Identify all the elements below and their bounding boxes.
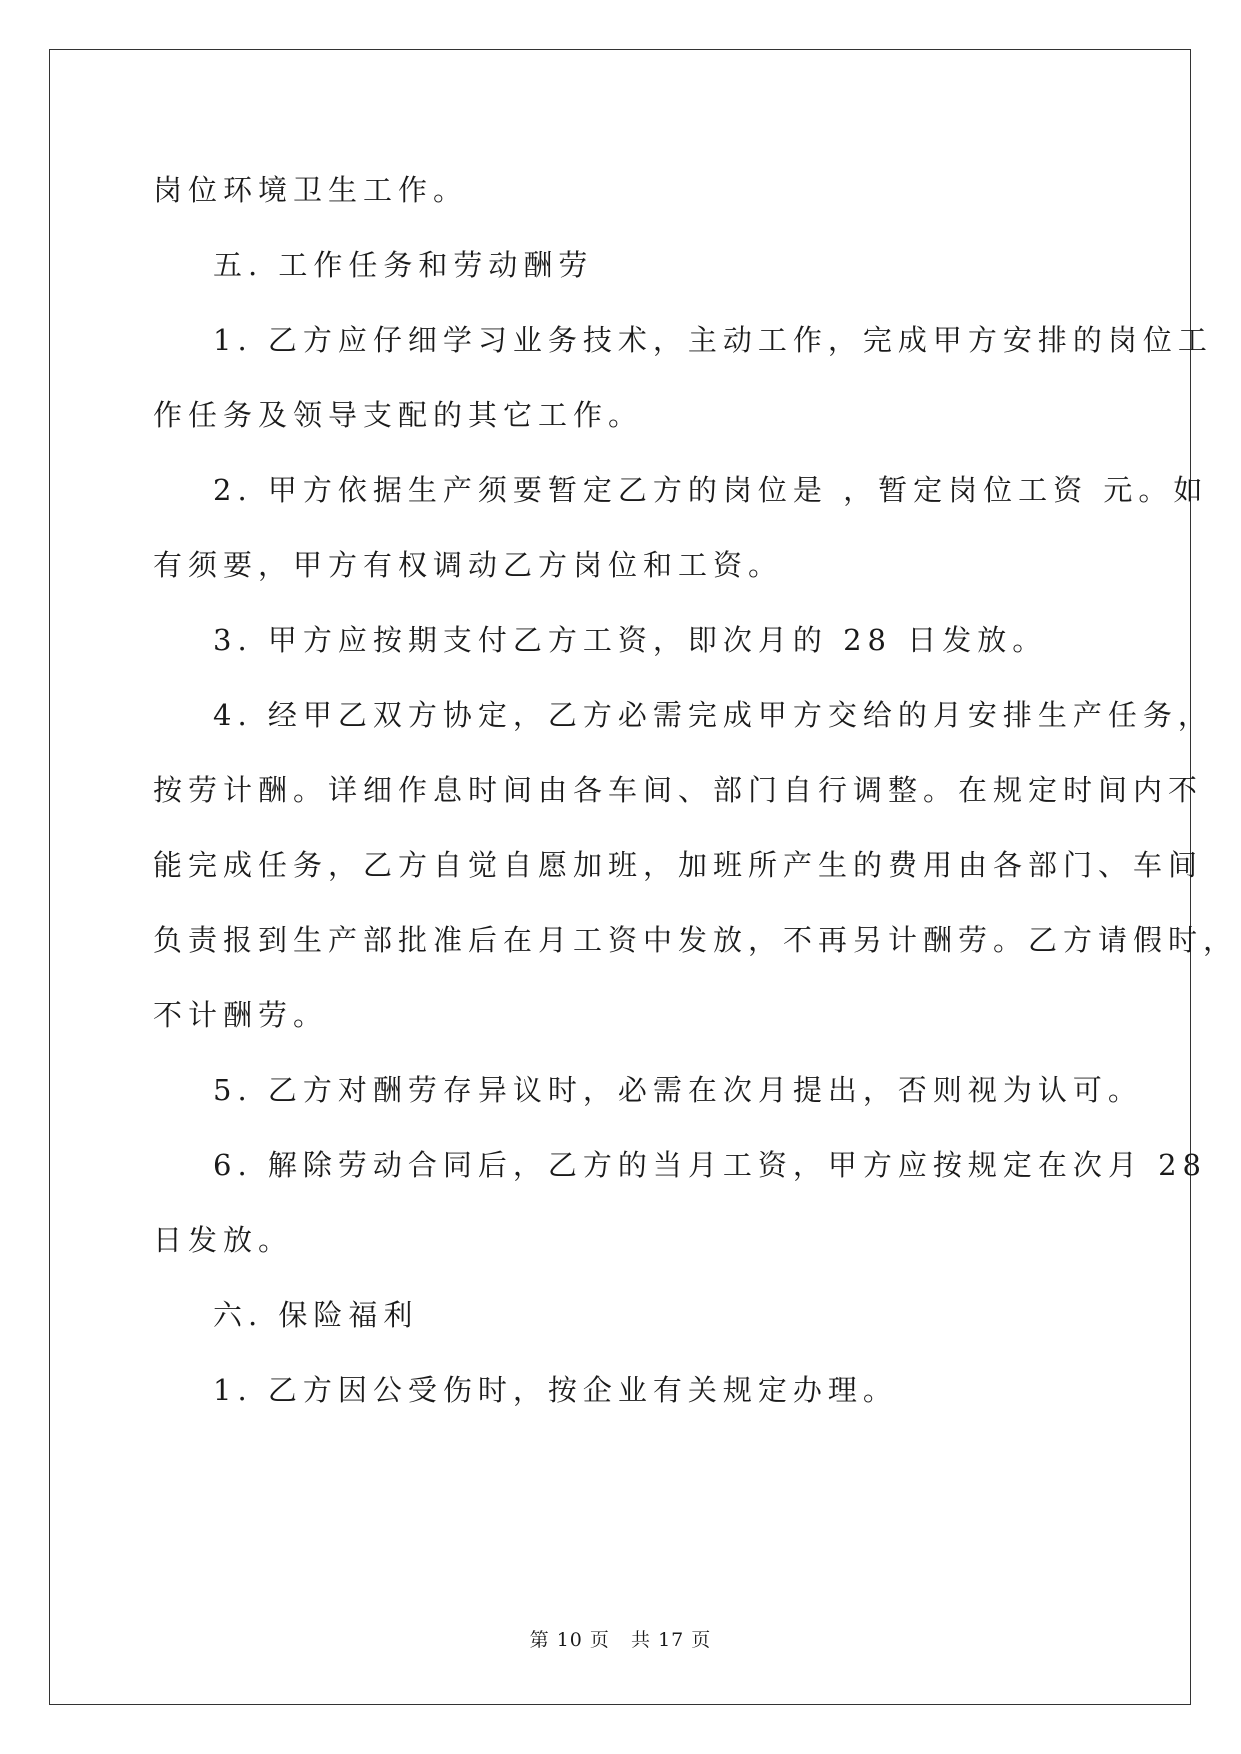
text-line: 作任务及领导支配的其它工作。 [153, 398, 644, 432]
text-line: 4. 经甲乙双方协定，乙方必需完成甲方交给的月安排生产任务， [213, 698, 1213, 732]
page-number-footer: 第 10 页 共 17 页 [529, 1629, 712, 1651]
text-line: 5. 乙方对酬劳存异议时，必需在次月提出，否则视为认可。 [213, 1073, 1143, 1107]
text-line: 能完成任务，乙方自觉自愿加班，加班所产生的费用由各部门、车间 [153, 848, 1204, 882]
text-line: 1. 乙方应仔细学习业务技术，主动工作，完成甲方安排的岗位工 [213, 323, 1213, 357]
text-line: 3. 甲方应按期支付乙方工资，即次月的 28 日发放。 [213, 623, 1048, 657]
text-line: 按劳计酬。详细作息时间由各车间、部门自行调整。在规定时间内不 [153, 773, 1204, 807]
section-heading: 五. 工作任务和劳动酬劳 [213, 248, 594, 282]
text-line: 6. 解除劳动合同后，乙方的当月工资，甲方应按规定在次月 28 [213, 1148, 1208, 1182]
text-line: 有须要，甲方有权调动乙方岗位和工资。 [153, 548, 784, 582]
text-line: 2. 甲方依据生产须要暂定乙方的岗位是 ，暂定岗位工资 元。如 [213, 473, 1209, 507]
section-heading: 六. 保险福利 [213, 1298, 419, 1332]
text-line: 不计酬劳。 [153, 998, 329, 1032]
text-line: 负责报到生产部批准后在月工资中发放，不再另计酬劳。乙方请假时， [153, 923, 1239, 957]
text-line: 日发放。 [153, 1223, 294, 1257]
text-line: 岗位环境卫生工作。 [153, 173, 469, 207]
text-line: 1. 乙方因公受伤时，按企业有关规定办理。 [213, 1373, 898, 1407]
